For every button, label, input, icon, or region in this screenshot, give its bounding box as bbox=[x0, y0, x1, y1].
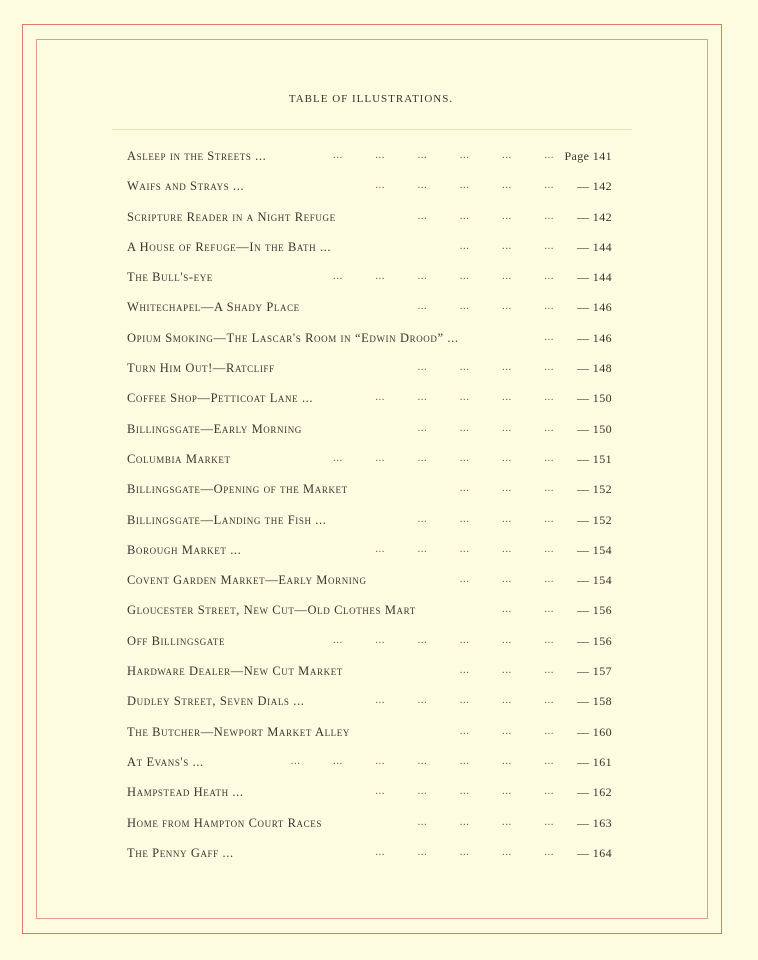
page-number: — 156 bbox=[577, 633, 612, 648]
list-item bbox=[127, 236, 612, 266]
page-title: TABLE OF ILLUSTRATIONS. bbox=[288, 93, 454, 105]
page-number: — 146 bbox=[577, 300, 612, 315]
page-number: — 160 bbox=[577, 724, 612, 739]
leader-dots: ... ... ... ... ... ... ... bbox=[290, 754, 554, 767]
page-number: — 158 bbox=[577, 694, 612, 709]
illustration-title: Borough Market ... bbox=[127, 542, 242, 557]
list-item bbox=[127, 721, 612, 751]
leader-dots: ... ... ... ... bbox=[417, 815, 554, 828]
list-item bbox=[127, 660, 612, 690]
illustration-title: Hardware Dealer—New Cut Market bbox=[127, 664, 343, 679]
leader-dots: ... ... bbox=[502, 603, 554, 616]
illustration-title: Coffee Shop—Petticoat Lane ... bbox=[127, 391, 314, 406]
list-item bbox=[127, 175, 612, 205]
list-item bbox=[127, 599, 612, 629]
list-item bbox=[127, 630, 612, 660]
leader-dots: ... ... ... ... ... bbox=[375, 179, 554, 192]
leader-dots: ... ... ... ... bbox=[417, 421, 554, 434]
illustration-title: Covent Garden Market—Early Morning bbox=[127, 573, 367, 588]
leader-dots: ... ... ... bbox=[459, 573, 554, 586]
page-number: — 163 bbox=[577, 815, 612, 830]
illustration-list bbox=[127, 145, 612, 872]
illustration-title: At Evans's ... bbox=[127, 754, 204, 769]
list-item bbox=[127, 266, 612, 296]
list-item bbox=[127, 539, 612, 569]
list-item bbox=[127, 327, 612, 357]
list-item bbox=[127, 296, 612, 326]
leader-dots: ... ... ... ... ... ... bbox=[333, 149, 554, 161]
page-number: — 142 bbox=[577, 179, 612, 194]
illustration-title: Hampstead Heath ... bbox=[127, 785, 244, 800]
illustration-title: Asleep in the Streets ... bbox=[127, 149, 267, 163]
leader-dots: ... ... ... ... ... ... bbox=[333, 270, 554, 283]
page-number: — 146 bbox=[577, 330, 612, 345]
leader-dots: ... ... ... ... ... ... bbox=[333, 633, 554, 646]
list-item bbox=[127, 206, 612, 236]
illustration-title: Columbia Market bbox=[127, 451, 231, 466]
illustration-title: Home from Hampton Court Races bbox=[127, 815, 322, 830]
illustration-title: Opium Smoking—The Lascar's Room in “Edwin Drood” ... bbox=[127, 330, 459, 345]
page-number: Page 141 bbox=[564, 149, 612, 163]
list-item bbox=[127, 842, 612, 872]
page-number: — 150 bbox=[577, 391, 612, 406]
leader-dots: ... ... ... ... ... bbox=[375, 391, 554, 404]
illustration-title: Billingsgate—Landing the Fish ... bbox=[127, 512, 327, 527]
list-item bbox=[127, 751, 612, 781]
leader-dots: ... ... ... ... bbox=[417, 209, 554, 222]
illustration-title: The Bull's-eye bbox=[127, 270, 213, 285]
leader-dots: ... ... ... ... ... bbox=[375, 785, 554, 798]
page-number: — 154 bbox=[577, 542, 612, 557]
page-number: — 148 bbox=[577, 361, 612, 376]
leader-dots: ... ... ... bbox=[459, 239, 554, 252]
illustration-title: Scripture Reader in a Night Refuge bbox=[127, 209, 336, 224]
list-item bbox=[127, 357, 612, 387]
page-number: — 164 bbox=[577, 845, 612, 860]
illustration-title: A House of Refuge—In the Bath ... bbox=[127, 239, 332, 254]
page-number: — 150 bbox=[577, 421, 612, 436]
page-number: — 144 bbox=[577, 270, 612, 285]
leader-dots: ... bbox=[544, 330, 554, 343]
illustration-title: Billingsgate—Opening of the Market bbox=[127, 482, 348, 497]
leader-dots: ... ... ... ... ... bbox=[375, 694, 554, 707]
leader-dots: ... ... ... ... bbox=[417, 361, 554, 374]
illustration-title: Billingsgate—Early Morning bbox=[127, 421, 302, 436]
leader-dots: ... ... ... ... ... bbox=[375, 845, 554, 858]
illustration-title: Dudley Street, Seven Dials ... bbox=[127, 694, 305, 709]
list-item bbox=[127, 781, 612, 811]
illustration-title: Waifs and Strays ... bbox=[127, 179, 245, 194]
page-number: — 142 bbox=[577, 209, 612, 224]
page-number: — 151 bbox=[577, 451, 612, 466]
leader-dots: ... ... ... ... ... bbox=[375, 542, 554, 555]
page-number: — 157 bbox=[577, 664, 612, 679]
leader-dots: ... ... ... bbox=[459, 724, 554, 737]
list-item bbox=[127, 812, 612, 842]
page-number: — 154 bbox=[577, 573, 612, 588]
illustration-title: The Penny Gaff ... bbox=[127, 845, 234, 860]
page-number: — 161 bbox=[577, 754, 612, 769]
list-item bbox=[127, 478, 612, 508]
illustration-title: Off Billingsgate bbox=[127, 633, 226, 648]
list-item bbox=[127, 387, 612, 417]
list-item bbox=[127, 418, 612, 448]
illustration-title: Turn Him Out!—Ratcliff bbox=[127, 361, 275, 376]
illustration-title: Whitechapel—A Shady Place bbox=[127, 300, 300, 315]
leader-dots: ... ... ... bbox=[459, 664, 554, 677]
page-number: — 152 bbox=[577, 482, 612, 497]
list-item bbox=[127, 569, 612, 599]
page-number: — 152 bbox=[577, 512, 612, 527]
list-item bbox=[127, 690, 612, 720]
list-item bbox=[127, 448, 612, 478]
leader-dots: ... ... ... ... ... ... bbox=[333, 451, 554, 464]
list-item bbox=[127, 145, 612, 175]
page-number: — 156 bbox=[577, 603, 612, 618]
leader-dots: ... ... ... bbox=[459, 482, 554, 495]
page-number: — 144 bbox=[577, 239, 612, 254]
leader-dots: ... ... ... ... bbox=[417, 512, 554, 525]
title-rule bbox=[112, 129, 632, 130]
leader-dots: ... ... ... ... bbox=[417, 300, 554, 313]
illustration-title: Gloucester Street, New Cut—Old Clothes Mart bbox=[127, 603, 416, 618]
illustration-title: The Butcher—Newport Market Alley bbox=[127, 724, 350, 739]
list-item bbox=[127, 509, 612, 539]
page-number: — 162 bbox=[577, 785, 612, 800]
